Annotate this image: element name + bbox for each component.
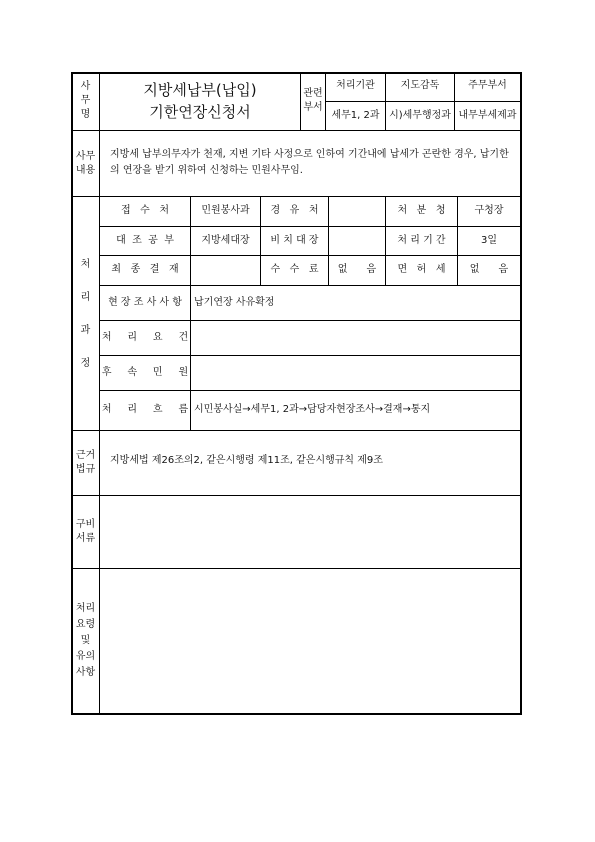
process-label-char: 리 — [80, 291, 91, 303]
header-processing-agency: 처리기관 — [336, 80, 375, 92]
processing-period-value: 3일 — [480, 234, 498, 246]
final-approval-value — [191, 256, 260, 285]
content-label-line: 사무 — [75, 150, 96, 162]
site-survey-label: 현 장 조 사 사 항 — [108, 296, 182, 308]
law-label-line: 근거 — [75, 450, 96, 461]
documents-label-line: 서류 — [75, 533, 96, 544]
receiving-office-value: 민원봉사과 — [201, 205, 250, 217]
form-title-line1: 지방세납부(납입) — [143, 81, 257, 99]
documents-label — [72, 496, 99, 568]
reference-ledger-label: 대 조 공 부 — [116, 234, 174, 246]
affair-name-label — [72, 72, 99, 130]
law-text: 지방세법 제26조의2, 같은시행령 제11조, 같은시행규칙 제9조 — [110, 454, 383, 466]
process-flow-value: 시민봉사실→세무1, 2과→담당자현장조사→결재→통지 — [194, 404, 431, 416]
reference-ledger-value: 지방세대장 — [201, 234, 250, 246]
content-label-line: 내용 — [75, 164, 96, 176]
affair-name-label-char: 사 — [80, 81, 91, 92]
process-label-char: 과 — [80, 324, 91, 336]
value-main-dept: 내무부세제과 — [458, 109, 517, 121]
content-text: 지방세 납부의무자가 천재, 지변 기타 사정으로 인하여 기간내에 납세가 곤란한 경우, 납기한의 연장을 받기 위하여 신청하는 민원사무임. — [110, 149, 509, 176]
law-label-line: 법규 — [75, 464, 96, 475]
license-tax-value: 없 음 — [469, 264, 509, 276]
value-supervision: 시)세무행정과 — [389, 109, 451, 121]
form-title-line2: 기한연장신청서 — [149, 103, 251, 121]
site-survey-value: 납기연장 사유확정 — [194, 296, 275, 308]
follow-up-label: 후 속 민 원 — [101, 366, 189, 378]
process-label — [72, 197, 99, 430]
final-approval-label: 최 종 결 재 — [111, 264, 179, 276]
form-title — [100, 72, 300, 130]
value-processing-agency: 세무1, 2과 — [331, 109, 380, 121]
affair-name-label-char: 명 — [80, 109, 91, 120]
notes-label — [72, 569, 99, 713]
requirements-label: 처 리 요 건 — [101, 331, 189, 343]
disposing-agency-label: 처 분 청 — [397, 205, 446, 217]
fee-label: 수 수 료 — [270, 264, 319, 276]
content-label — [72, 131, 99, 196]
header-supervision: 지도감독 — [400, 80, 440, 92]
notes-label-line: 유의 — [75, 651, 96, 662]
notes-label-line: 처리 — [75, 603, 96, 614]
process-flow-label: 처 리 흐 름 — [101, 404, 189, 416]
header-main-dept: 주무부서 — [468, 80, 507, 92]
affair-name-label-char: 무 — [80, 95, 91, 106]
fee-value: 없 음 — [337, 264, 377, 276]
notes-label-line: 요령 — [75, 619, 96, 630]
disposing-agency-value: 구청장 — [474, 205, 504, 217]
receiving-office-label: 접 수 처 — [120, 205, 170, 217]
related-dept-label-line: 관련 — [303, 88, 323, 99]
follow-up-value — [191, 356, 520, 390]
via-office-value — [329, 197, 385, 226]
notes-label-line: 및 — [80, 635, 91, 646]
related-dept-label-line: 부서 — [303, 102, 323, 113]
processing-period-label: 처 리 기 간 — [397, 234, 446, 246]
via-office-label: 경 유 처 — [270, 205, 319, 217]
requirements-value — [191, 321, 520, 355]
kept-ledger-value — [329, 227, 385, 255]
law-label — [72, 431, 99, 495]
kept-ledger-label: 비 치 대 장 — [270, 234, 319, 246]
process-label-char: 정 — [80, 357, 91, 369]
documents-label-line: 구비 — [75, 519, 96, 530]
notes-label-line: 사항 — [75, 667, 96, 678]
related-dept-label — [301, 72, 325, 130]
license-tax-label: 면 허 세 — [397, 264, 446, 276]
process-label-char: 처 — [80, 258, 91, 270]
